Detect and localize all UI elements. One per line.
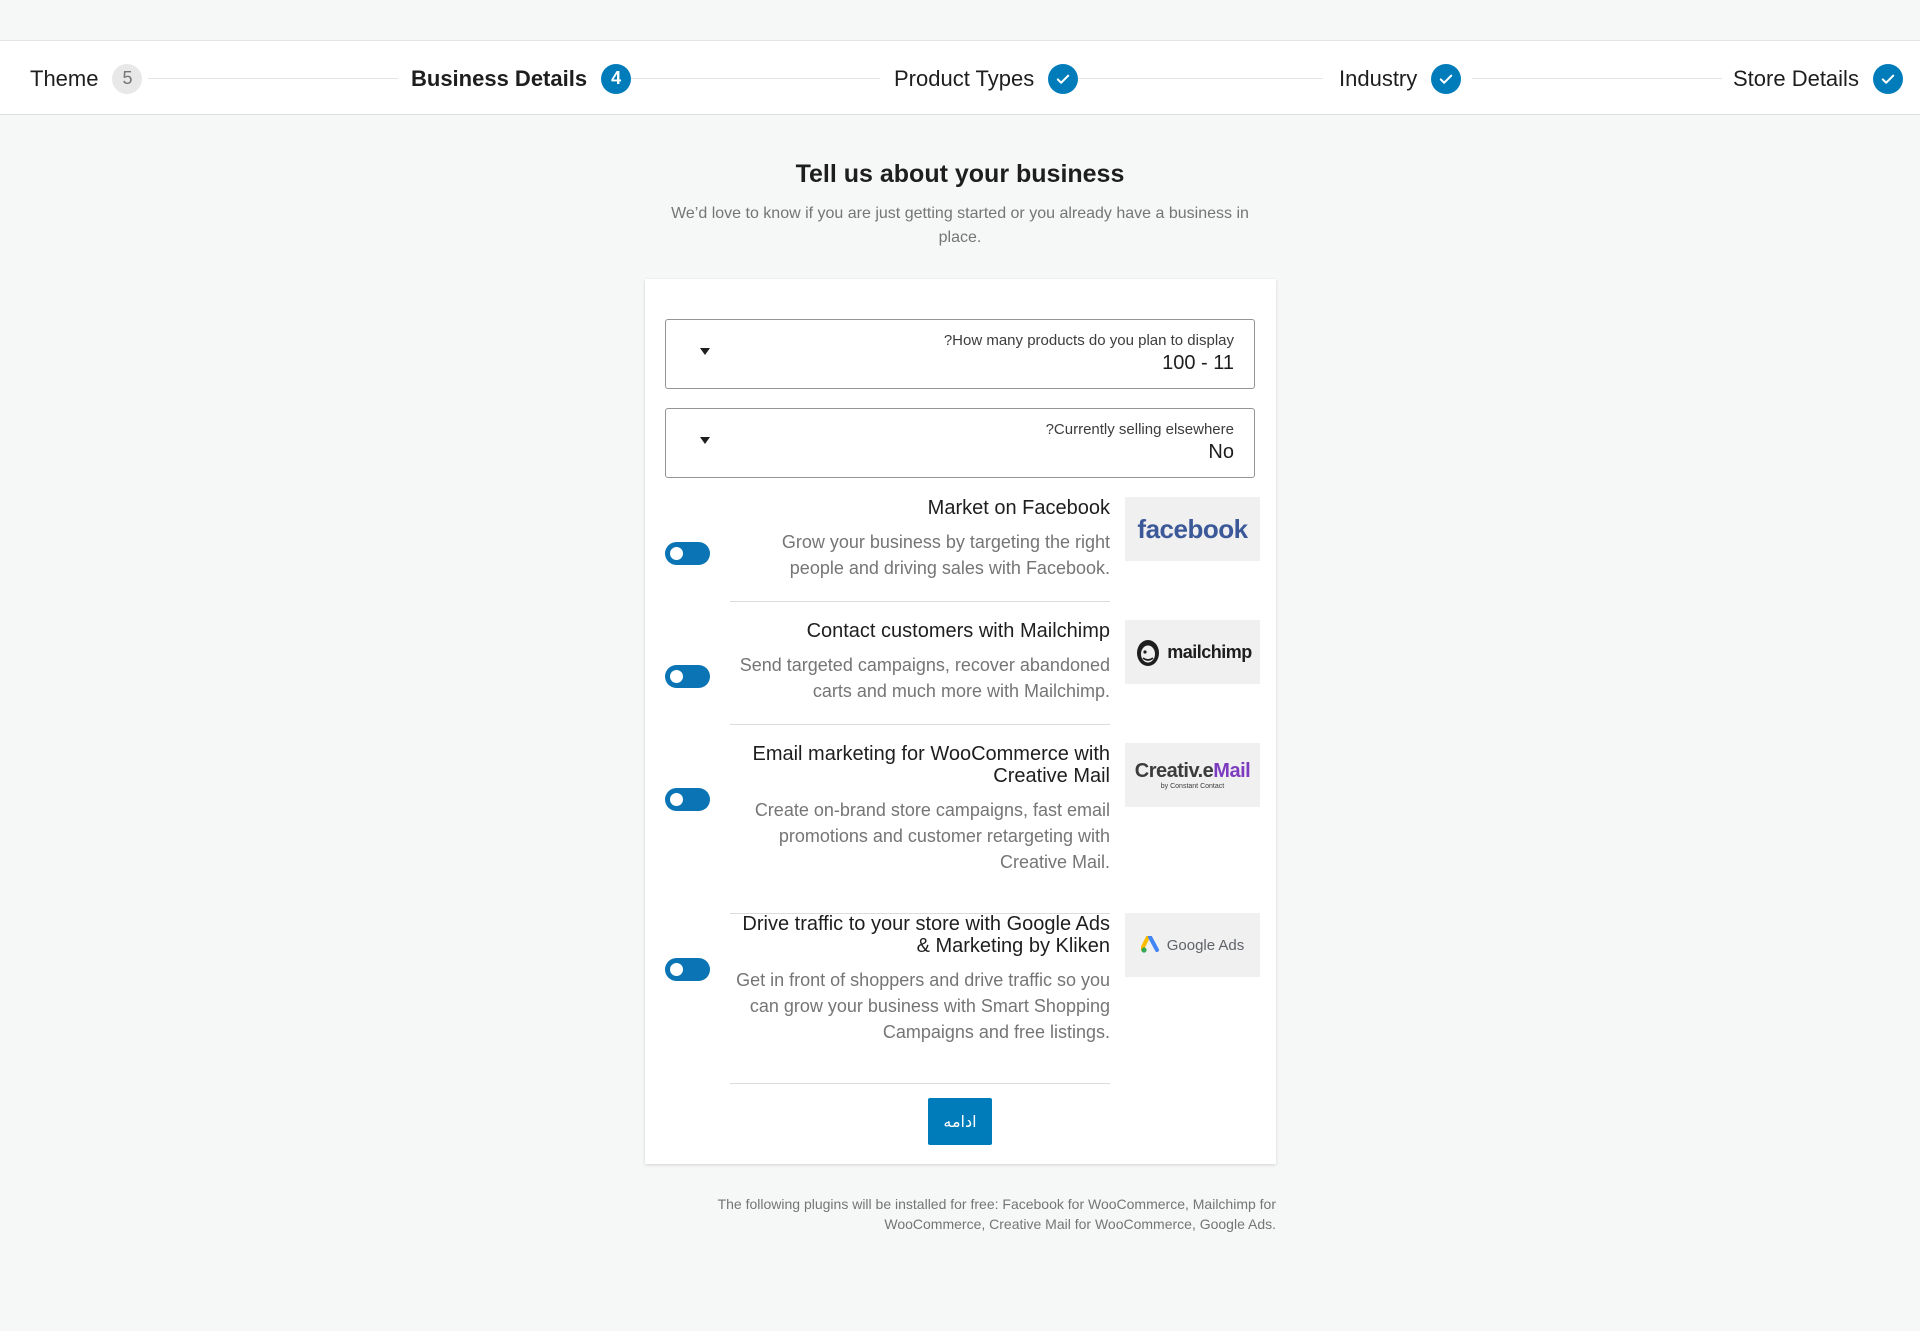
step-label: Business Details: [411, 65, 588, 91]
step-number-badge: 5: [112, 64, 142, 94]
select-value: No: [1208, 441, 1234, 463]
facebook-logo: facebook: [1125, 497, 1260, 561]
toggle-knob: [670, 547, 683, 560]
setup-stepper: [0, 40, 1920, 115]
step-theme[interactable]: [30, 41, 142, 116]
plugin-toggle[interactable]: [665, 788, 710, 811]
creative-mail-logo: Creativ.eMail by Constant Contact: [1125, 743, 1260, 807]
checkmark-icon: [1873, 64, 1903, 94]
plugin-description: Get in front of shoppers and drive traffic so you can grow your business with Smart Shopping Campaigns and free listings.: [736, 970, 1110, 1042]
dropdown-arrow-icon: [700, 348, 710, 355]
toggle-knob: [670, 670, 683, 683]
step-label: Product Types: [894, 65, 1035, 91]
checkmark-icon: [1048, 64, 1078, 94]
mailchimp-logo: mailchimp: [1125, 620, 1260, 684]
mailchimp-icon: [1133, 635, 1163, 669]
step-connector: [1078, 78, 1323, 79]
step-label: Theme: [30, 65, 99, 91]
plugin-title: Drive traffic to your store with Google Ads & Marketing by Kliken: [742, 913, 1110, 957]
continue-button[interactable]: ادامه: [928, 1098, 992, 1145]
divider: [730, 1083, 1110, 1084]
step-industry[interactable]: [1339, 41, 1461, 116]
step-business-details[interactable]: [411, 41, 631, 116]
selling-elsewhere-select[interactable]: [665, 408, 1255, 478]
plugin-toggle[interactable]: [665, 958, 710, 981]
dropdown-arrow-icon: [700, 437, 710, 444]
select-label: ?Currently selling elsewhere: [1045, 421, 1234, 438]
step-label: Store Details: [1733, 65, 1859, 91]
select-label: ?How many products do you plan to display: [943, 332, 1234, 349]
google-ads-logo: Google Ads: [1125, 913, 1260, 977]
step-connector: [148, 78, 398, 79]
plugin-description: Send targeted campaigns, recover abandoned carts and much more with Mailchimp.: [739, 655, 1110, 701]
plugin-title: Email marketing for WooCommerce with Creative Mail: [752, 743, 1110, 787]
toggle-knob: [670, 963, 683, 976]
select-value: 100 - 11: [1162, 352, 1234, 374]
plugin-title: Contact customers with Mailchimp: [806, 620, 1110, 642]
business-details-card: [645, 279, 1276, 1164]
toggle-knob: [670, 793, 683, 806]
step-label: Industry: [1339, 65, 1418, 91]
checkmark-icon: [1431, 64, 1461, 94]
divider: [730, 724, 1110, 725]
page-subtitle: We’d love to know if you are just getting started or you already have a business in place.: [671, 205, 1249, 246]
step-connector: [630, 78, 880, 79]
step-connector: [1472, 78, 1722, 79]
products-count-select[interactable]: [665, 319, 1255, 389]
plugin-description: Grow your business by targeting the right people and driving sales with Facebook.: [781, 532, 1110, 578]
step-number-badge: 4: [601, 64, 631, 94]
page-title: Tell us about your business: [795, 160, 1125, 188]
plugin-description: Create on-brand store campaigns, fast email promotions and customer retargeting with Creative Mail.: [754, 800, 1110, 872]
google-ads-icon: [1141, 936, 1161, 954]
plugin-toggle[interactable]: [665, 542, 710, 565]
plugin-toggle[interactable]: [665, 665, 710, 688]
plugin-title: Market on Facebook: [927, 497, 1110, 519]
plugins-install-note: The following plugins will be installed for free: Facebook for WooCommerce, Mailchimp for WooCommerce, Creative Mail for WooCommerce, Google Ads.: [717, 1196, 1276, 1232]
divider: [730, 601, 1110, 602]
step-product-types[interactable]: [894, 41, 1078, 116]
step-store-details[interactable]: [1733, 41, 1903, 116]
